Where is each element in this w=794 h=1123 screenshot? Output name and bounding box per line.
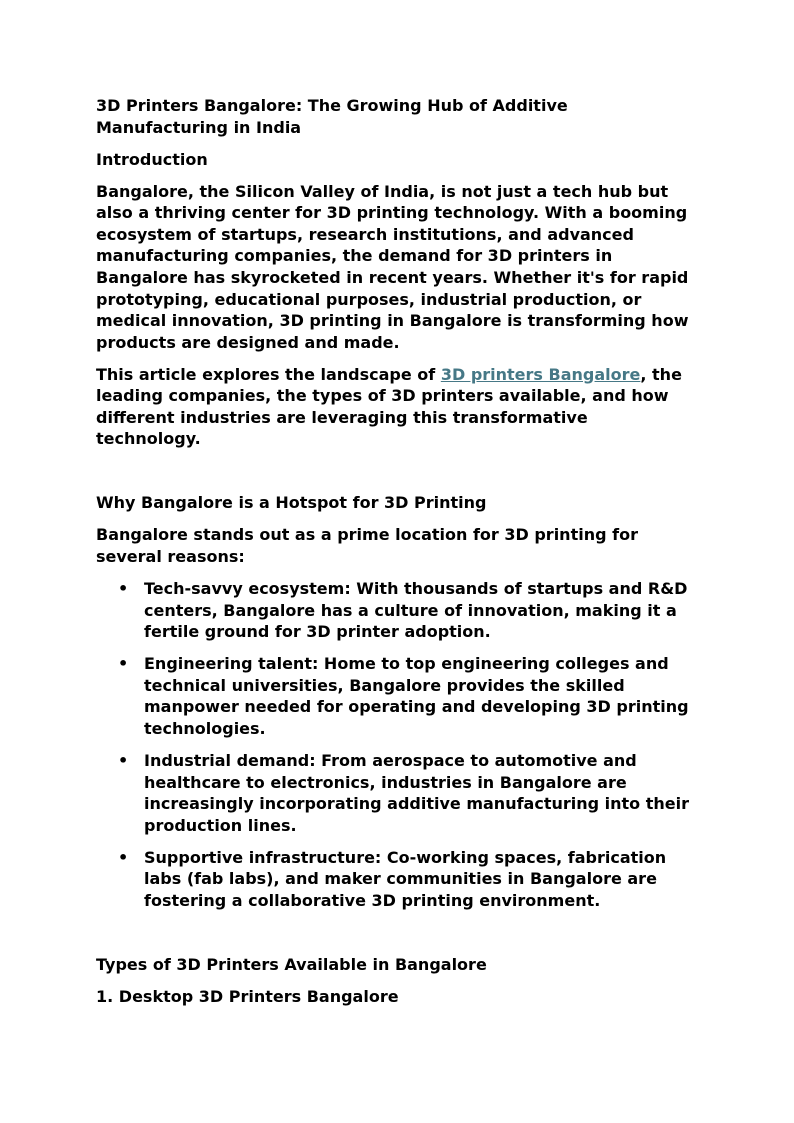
article-scope-text-before: This article explores the landscape of <box>96 364 441 384</box>
list-item <box>96 847 696 912</box>
list-item <box>96 578 696 643</box>
desktop-printers-heading: 1. Desktop 3D Printers Bangalore <box>96 986 399 1006</box>
why-bangalore-heading: Why Bangalore is a Hotspot for 3D Printing <box>96 493 487 513</box>
section-spacer <box>96 460 696 482</box>
why-bangalore-intro: Bangalore stands out as a prime location for 3D printing for several reasons: <box>96 525 638 567</box>
list-item <box>96 653 696 739</box>
bullet-icon: • <box>118 750 129 770</box>
introduction-paragraph: Bangalore, the Silicon Valley of India, is not just a tech hub but also a thriving center for 3D printing technology. With a booming ecosystem of startups, research institutions, and advanced manufacturing companies, the demand for 3D printers in Bangalore has skyrocketed in recent years. Whether it's for rapid prototyping, educational purposes, industrial production, or medical innovation, 3D printing in Bangalore is transforming how products are designed and made. <box>96 181 689 352</box>
document-title: 3D Printers Bangalore: The Growing Hub of Additive Manufacturing in India <box>96 96 568 137</box>
types-of-printers-heading: Types of 3D Printers Available in Bangalore <box>96 954 487 974</box>
document-page <box>96 95 696 1018</box>
list-item <box>96 750 696 836</box>
bullet-icon: • <box>118 847 129 867</box>
article-scope-paragraph <box>96 364 696 450</box>
article-scope-text-after: , the leading companies, the types of 3D printers available, and how different industries are leveraging this transformative technology. <box>96 364 682 449</box>
bullet-icon: • <box>118 579 129 599</box>
reasons-list <box>96 578 696 911</box>
3d-printers-bangalore-link[interactable]: 3D printers Bangalore <box>440 364 641 384</box>
list-item-text: Supportive infrastructure: Co-working spaces, fabrication labs (fab labs), and maker communities in Bangalore are fostering a collaborative 3D printing environment. <box>144 847 667 910</box>
list-item-text: Tech-savvy ecosystem: With thousands of startups and R&D centers, Bangalore has a culture of innovation, making it a fertile ground for 3D printer adoption. <box>144 579 688 642</box>
list-item-text: Industrial demand: From aerospace to automotive and healthcare to electronics, industries in Bangalore are increasingly incorporating additive manufacturing into their production lines. <box>144 750 689 835</box>
list-item-text: Engineering talent: Home to top engineering colleges and technical universities, Bangalore provides the skilled manpower needed for operating and developing 3D printing technologies. <box>144 654 689 738</box>
bullet-icon: • <box>118 654 129 674</box>
section-spacer <box>96 922 696 944</box>
introduction-heading: Introduction <box>96 149 208 169</box>
